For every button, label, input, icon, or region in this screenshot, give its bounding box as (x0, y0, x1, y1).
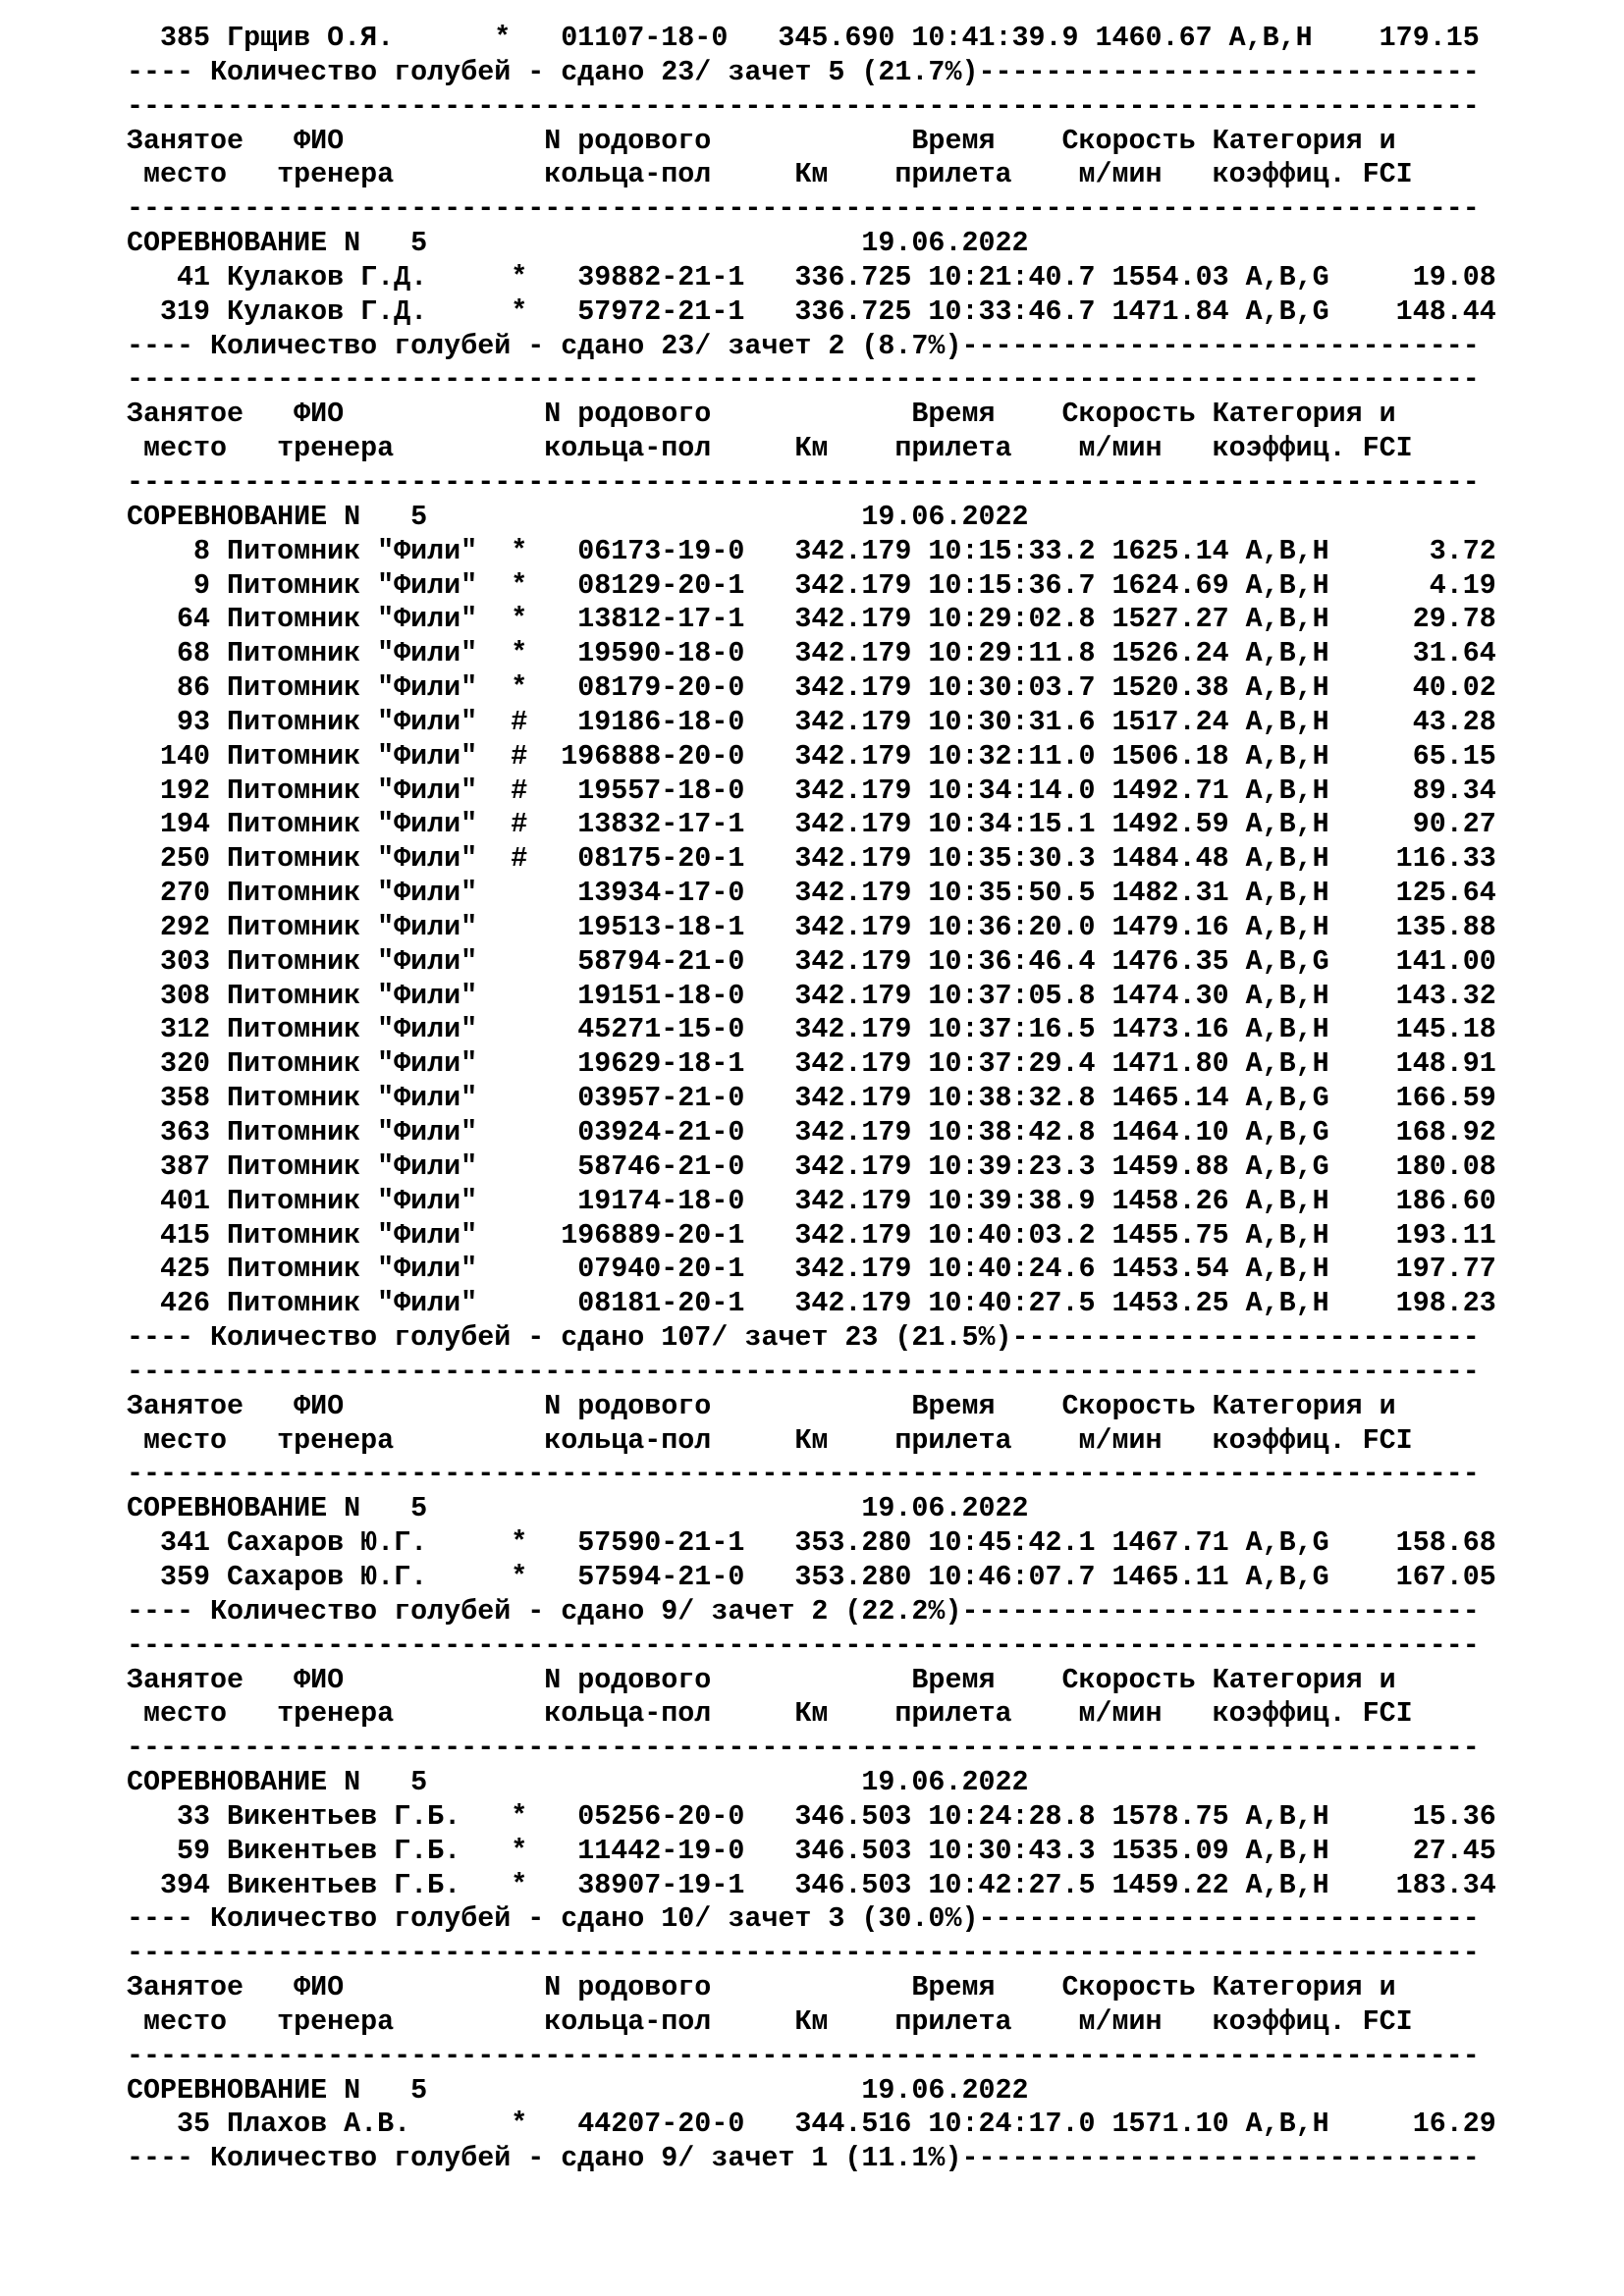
summary-line: ---- Количество голубей - сдано 9/ зачет 1 (11.1%)------------------------------- (127, 2142, 1480, 2175)
column-header: место тренера кольца-пол Км прилета м/мин коэффиц. FCI (127, 158, 1413, 191)
competition-heading: СОРЕВНОВАНИЕ N 5 19.06.2022 (127, 500, 1029, 533)
separator-line: --------------------------------------------------------------------------------- (127, 1937, 1480, 1970)
separator-line: --------------------------------------------------------------------------------- (127, 1355, 1480, 1388)
result-row: 68 Питомник "Фили" * 19590-18-0 342.179 10:29:11.8 1526.24 A,B,H 31.64 (127, 637, 1496, 670)
separator-line: --------------------------------------------------------------------------------- (127, 1732, 1480, 1765)
result-row: 86 Питомник "Фили" * 08179-20-0 342.179 10:30:03.7 1520.38 A,B,H 40.02 (127, 671, 1496, 705)
column-header: Занятое ФИО N родового Время Скорость Категория и (127, 1389, 1396, 1422)
column-header: место тренера кольца-пол Км прилета м/мин коэффиц. FCI (127, 432, 1413, 465)
result-row: 64 Питомник "Фили" * 13812-17-1 342.179 10:29:02.8 1527.27 A,B,H 29.78 (127, 603, 1496, 636)
result-row: 341 Сахаров Ю.Г. * 57590-21-1 353.280 10:45:42.1 1467.71 A,B,G 158.68 (127, 1526, 1496, 1560)
result-row: 194 Питомник "Фили" # 13832-17-1 342.179 10:34:15.1 1492.59 A,B,H 90.27 (127, 808, 1496, 841)
result-row: 292 Питомник "Фили" 19513-18-1 342.179 10:36:20.0 1479.16 A,B,H 135.88 (127, 910, 1496, 943)
result-row: 59 Викентьев Г.Б. * 11442-19-0 346.503 10:30:43.3 1535.09 A,B,H 27.45 (127, 1834, 1496, 1867)
summary-line: ---- Количество голубей - сдано 23/ зачет 2 (8.7%)------------------------------- (127, 329, 1480, 362)
result-row: 394 Викентьев Г.Б. * 38907-19-1 346.503 10:42:27.5 1459.22 A,B,H 183.34 (127, 1868, 1496, 1901)
column-header: Занятое ФИО N родового Время Скорость Категория и (127, 124, 1396, 157)
column-header: Занятое ФИО N родового Время Скорость Категория и (127, 1971, 1396, 2004)
result-row: 308 Питомник "Фили" 19151-18-0 342.179 10:37:05.8 1474.30 A,B,H 143.32 (127, 979, 1496, 1012)
result-row: 140 Питомник "Фили" # 196888-20-0 342.179 10:32:11.0 1506.18 A,B,H 65.15 (127, 739, 1496, 773)
result-row: 33 Викентьев Г.Б. * 05256-20-0 346.503 10:24:28.8 1578.75 A,B,H 15.36 (127, 1799, 1496, 1833)
column-header: место тренера кольца-пол Км прилета м/мин коэффиц. FCI (127, 1423, 1413, 1457)
competition-heading: СОРЕВНОВАНИЕ N 5 19.06.2022 (127, 1766, 1029, 1799)
result-row: 358 Питомник "Фили" 03957-21-0 342.179 10:38:32.8 1465.14 A,B,G 166.59 (127, 1082, 1496, 1115)
column-header: место тренера кольца-пол Км прилета м/мин коэффиц. FCI (127, 2004, 1413, 2038)
result-row: 9 Питомник "Фили" * 08129-20-1 342.179 10:15:36.7 1624.69 A,B,H 4.19 (127, 568, 1496, 602)
result-row: 359 Сахаров Ю.Г. * 57594-21-0 353.280 10:46:07.7 1465.11 A,B,G 167.05 (127, 1560, 1496, 1593)
result-row: 8 Питомник "Фили" * 06173-19-0 342.179 10:15:33.2 1625.14 A,B,H 3.72 (127, 534, 1496, 567)
result-row: 192 Питомник "Фили" # 19557-18-0 342.179 10:34:14.0 1492.71 A,B,H 89.34 (127, 774, 1496, 807)
results-printout (0, 22, 1624, 2296)
result-row: 385 Грщив О.Я. * 01107-18-0 345.690 10:41:39.9 1460.67 A,B,H 179.15 (127, 22, 1480, 54)
result-row: 250 Питомник "Фили" # 08175-20-1 342.179 10:35:30.3 1484.48 A,B,H 116.33 (127, 842, 1496, 876)
result-row: 270 Питомник "Фили" 13934-17-0 342.179 10:35:50.5 1482.31 A,B,H 125.64 (127, 877, 1496, 910)
result-row: 312 Питомник "Фили" 45271-15-0 342.179 10:37:16.5 1473.16 A,B,H 145.18 (127, 1013, 1496, 1046)
separator-line: --------------------------------------------------------------------------------- (127, 465, 1480, 499)
separator-line: --------------------------------------------------------------------------------- (127, 192, 1480, 226)
result-row: 387 Питомник "Фили" 58746-21-0 342.179 10:39:23.3 1459.88 A,B,G 180.08 (127, 1149, 1496, 1183)
separator-line: --------------------------------------------------------------------------------- (127, 1629, 1480, 1662)
result-row: 320 Питомник "Фили" 19629-18-1 342.179 10:37:29.4 1471.80 A,B,H 148.91 (127, 1047, 1496, 1081)
competition-heading: СОРЕВНОВАНИЕ N 5 19.06.2022 (127, 1492, 1029, 1525)
result-row: 401 Питомник "Фили" 19174-18-0 342.179 10:39:38.9 1458.26 A,B,H 186.60 (127, 1184, 1496, 1217)
result-row: 363 Питомник "Фили" 03924-21-0 342.179 10:38:42.8 1464.10 A,B,G 168.92 (127, 1116, 1496, 1148)
result-row: 303 Питомник "Фили" 58794-21-0 342.179 10:36:46.4 1476.35 A,B,G 141.00 (127, 944, 1496, 978)
result-row: 425 Питомник "Фили" 07940-20-1 342.179 10:40:24.6 1453.54 A,B,H 197.77 (127, 1253, 1496, 1286)
summary-line: ---- Количество голубей - сдано 10/ зачет 3 (30.0%)------------------------------ (127, 1902, 1480, 1936)
summary-line: ---- Количество голубей - сдано 23/ зачет 5 (21.7%)------------------------------ (127, 55, 1480, 88)
result-row: 35 Плахов А.В. * 44207-20-0 344.516 10:24:17.0 1571.10 A,B,H 16.29 (127, 2108, 1496, 2141)
separator-line: --------------------------------------------------------------------------------- (127, 2039, 1480, 2072)
result-row: 93 Питомник "Фили" # 19186-18-0 342.179 10:30:31.6 1517.24 A,B,H 43.28 (127, 705, 1496, 738)
separator-line: --------------------------------------------------------------------------------- (127, 363, 1480, 397)
competition-heading: СОРЕВНОВАНИЕ N 5 19.06.2022 (127, 2073, 1029, 2107)
summary-line: ---- Количество голубей - сдано 9/ зачет 2 (22.2%)------------------------------- (127, 1594, 1480, 1628)
result-row: 41 Кулаков Г.Д. * 39882-21-1 336.725 10:21:40.7 1554.03 A,B,G 19.08 (127, 260, 1496, 294)
result-row: 319 Кулаков Г.Д. * 57972-21-1 336.725 10:33:46.7 1471.84 A,B,G 148.44 (127, 294, 1496, 328)
summary-line: ---- Количество голубей - сдано 107/ зачет 23 (21.5%)---------------------------- (127, 1321, 1480, 1355)
result-row: 426 Питомник "Фили" 08181-20-1 342.179 10:40:27.5 1453.25 A,B,H 198.23 (127, 1287, 1496, 1320)
column-header: место тренера кольца-пол Км прилета м/мин коэффиц. FCI (127, 1697, 1413, 1731)
column-header: Занятое ФИО N родового Время Скорость Категория и (127, 398, 1396, 431)
separator-line: --------------------------------------------------------------------------------- (127, 1458, 1480, 1491)
separator-line: --------------------------------------------------------------------------------- (127, 89, 1480, 123)
result-row: 415 Питомник "Фили" 196889-20-1 342.179 10:40:03.2 1455.75 A,B,H 193.11 (127, 1218, 1496, 1252)
column-header: Занятое ФИО N родового Время Скорость Категория и (127, 1663, 1396, 1696)
competition-heading: СОРЕВНОВАНИЕ N 5 19.06.2022 (127, 227, 1029, 260)
